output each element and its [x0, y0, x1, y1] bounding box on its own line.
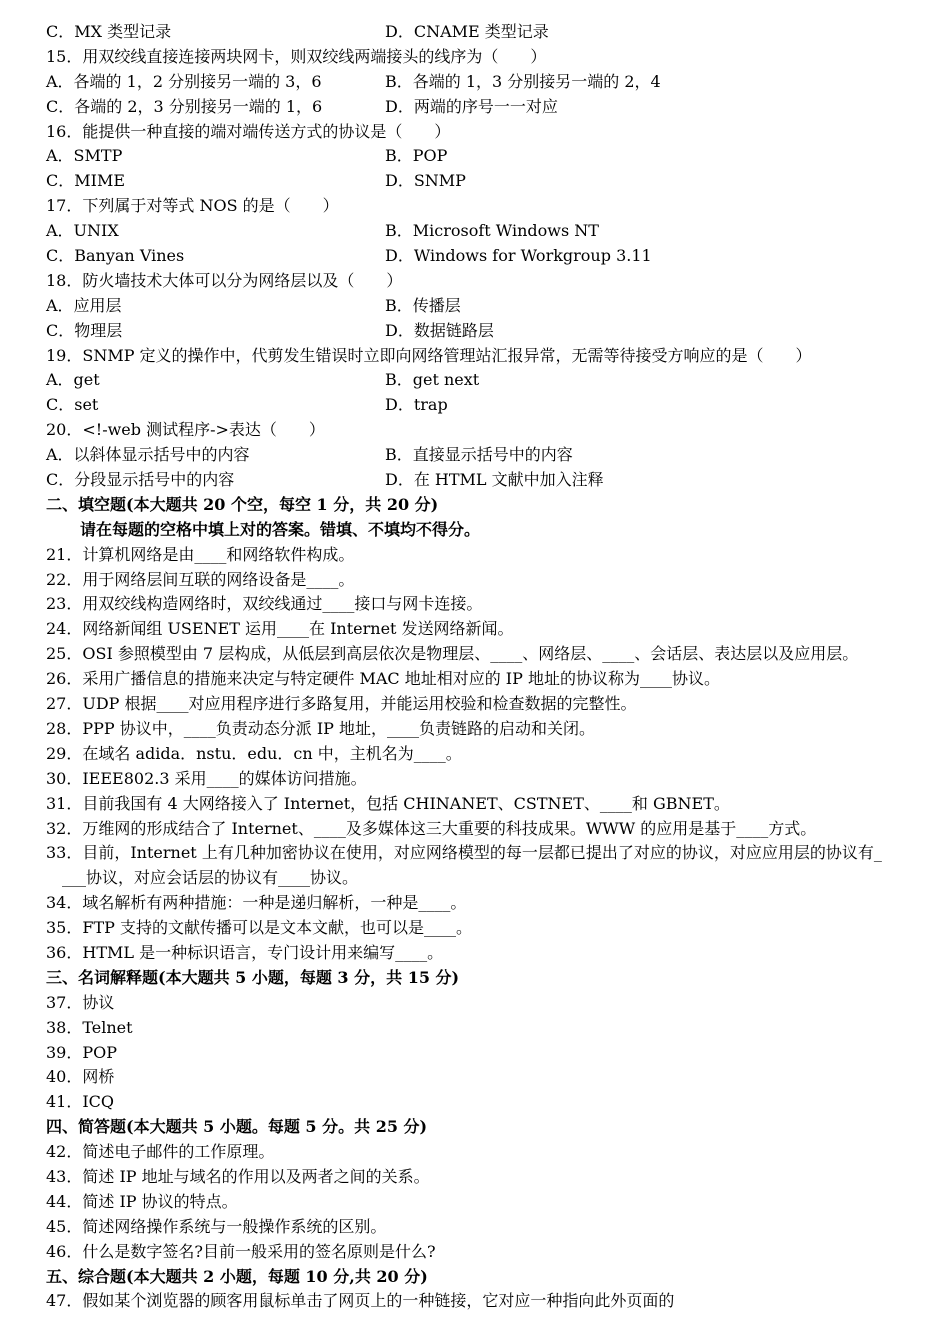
- option-left: A．UNIX: [46, 221, 119, 241]
- question: 33．目前，Internet 上有几种加密协议在使用，对应网络模型的每一层都已提出了对应的协议，对应应用层的协议有_: [46, 843, 882, 863]
- question: 40．网桥: [46, 1067, 115, 1087]
- option-left: C．set: [46, 395, 99, 415]
- question: 47．假如某个浏览器的顾客用鼠标单击了网页上的一种链接，它对应一种指向此外页面的: [46, 1291, 675, 1311]
- option-left: C．物理层: [46, 320, 123, 340]
- option-left: C．MX 类型记录: [46, 22, 172, 41]
- options-row: [46, 70, 916, 95]
- question: 37．协议: [46, 992, 115, 1012]
- question: 46．什么是数字签名?目前一般采用的签名原则是什么?: [46, 1241, 436, 1261]
- options-row: [46, 20, 916, 45]
- question: 25．OSI 参照模型由 7 层构成，从低层到高层依次是物理层、____、网络层、____、会话层、表达层以及应用层。: [46, 644, 859, 664]
- option-left: A．各端的 1，2 分别接另一端的 3，6: [46, 71, 322, 91]
- question: 29．在域名 adida．nstu．edu．cn 中，主机名为____。: [46, 743, 462, 763]
- option-left: C．MIME: [46, 171, 126, 191]
- question: 15．用双绞线直接连接两块网卡，则双绞线两端接头的线序为（ ）: [46, 46, 547, 66]
- question: 21．计算机网络是由____和网络软件构成。: [46, 544, 355, 564]
- question: 41．ICQ: [46, 1092, 115, 1112]
- question: 27．UDP 根据____对应用程序进行多路复用，并能运用校验和检查数据的完整性。: [46, 694, 637, 714]
- section-heading: 四、简答题(本大题共 5 小题。每题 5 分。共 25 分): [46, 1117, 428, 1137]
- option-right: D．数据链路层: [385, 320, 494, 340]
- question: 42．简述电子邮件的工作原理。: [46, 1142, 275, 1162]
- options-row: [46, 319, 916, 344]
- question: 23．用双绞线构造网络时，双绞线通过____接口与网卡连接。: [46, 594, 483, 614]
- question: 16．能提供一种直接的端对端传送方式的协议是（ ）: [46, 121, 451, 141]
- option-left: C．分段显示括号中的内容: [46, 470, 235, 490]
- option-left: A．SMTP: [46, 146, 123, 166]
- question: 20．<!-web 测试程序->表达（ ）: [46, 420, 325, 440]
- options-row: [46, 294, 916, 319]
- question: 36．HTML 是一种标识语言，专门设计用来编写____。: [46, 942, 444, 962]
- question: 34．域名解析有两种措施：一种是递归解析，一种是____。: [46, 893, 467, 913]
- question: 35．FTP 支持的文献传播可以是文本文献，也可以是____。: [46, 918, 472, 938]
- option-left: A．以斜体显示括号中的内容: [46, 445, 250, 465]
- question: 32．万维网的形成结合了 Internet、____及多媒体这三大重要的科技成果。WWW 的应用是基于____方式。: [46, 818, 817, 838]
- section-heading: 二、填空题(本大题共 20 个空，每空 1 分，共 20 分): [46, 494, 439, 514]
- option-left: C．各端的 2，3 分别接另一端的 1，6: [46, 96, 323, 116]
- option-right: D．SNMP: [385, 171, 466, 191]
- option-left: A．应用层: [46, 295, 122, 315]
- section-instruction: 请在每题的空格中填上对的答案。错填、不填均不得分。: [80, 519, 481, 539]
- option-right: D．两端的序号一一对应: [385, 96, 558, 116]
- options-row: [46, 244, 916, 269]
- option-right: B．传播层: [385, 295, 461, 315]
- option-left: C．Banyan Vines: [46, 246, 185, 266]
- question: 31．目前我国有 4 大网络接入了 Internet，包括 CHINANET、CSTNET、____和 GBNET。: [46, 793, 730, 813]
- question: 17．下列属于对等式 NOS 的是（ ）: [46, 196, 339, 216]
- question: 18．防火墙技术大体可以分为网络层以及（ ）: [46, 270, 403, 290]
- options-row: [46, 443, 916, 468]
- question: 28．PPP 协议中，____负责动态分派 IP 地址，____负责链路的启动和关闭。: [46, 718, 596, 738]
- option-right: B．Microsoft Windows NT: [385, 221, 599, 241]
- question: 19．SNMP 定义的操作中，代剪发生错误时立即向网络管理站汇报异常，无需等待接受方响应的是（ ）: [46, 345, 812, 365]
- options-row: [46, 144, 916, 169]
- question-continuation: ___协议，对应会话层的协议有____协议。: [62, 868, 359, 888]
- question: 44．简述 IP 协议的特点。: [46, 1191, 238, 1211]
- question: 45．简述网络操作系统与一般操作系统的区别。: [46, 1216, 387, 1236]
- question: 22．用于网络层间互联的网络设备是____。: [46, 569, 355, 589]
- option-right: B．各端的 1，3 分别接另一端的 2，4: [385, 71, 661, 91]
- option-right: D．trap: [385, 395, 448, 415]
- question: 30．IEEE802.3 采用____的媒体访问措施。: [46, 768, 367, 788]
- option-right: D．Windows for Workgroup 3.11: [385, 246, 652, 266]
- options-row: [46, 169, 916, 194]
- option-right: D．CNAME 类型记录: [385, 22, 549, 41]
- options-row: [46, 95, 916, 120]
- question: 24．网络新闻组 USENET 运用____在 Internet 发送网络新闻。: [46, 619, 514, 639]
- question: 43．简述 IP 地址与域名的作用以及两者之间的关系。: [46, 1166, 430, 1186]
- options-row: [46, 219, 916, 244]
- question: 39．POP: [46, 1042, 118, 1062]
- section-heading: 五、综合题(本大题共 2 小题，每题 10 分,共 20 分): [46, 1266, 428, 1286]
- section-heading: 三、名词解释题(本大题共 5 小题，每题 3 分，共 15 分): [46, 967, 460, 987]
- question: 26．采用广播信息的措施来决定与特定硬件 MAC 地址相对应的 IP 地址的协议称为____协议。: [46, 669, 720, 689]
- options-row: [46, 368, 916, 393]
- exam-page: [46, 20, 916, 1314]
- options-row: [46, 393, 916, 418]
- option-right: B．直接显示括号中的内容: [385, 445, 573, 465]
- option-right: B．get next: [385, 370, 480, 390]
- question: 38．Telnet: [46, 1017, 133, 1037]
- option-left: A．get: [46, 370, 100, 390]
- option-right: B．POP: [385, 146, 448, 166]
- options-row: [46, 468, 916, 493]
- option-right: D．在 HTML 文献中加入注释: [385, 470, 604, 490]
